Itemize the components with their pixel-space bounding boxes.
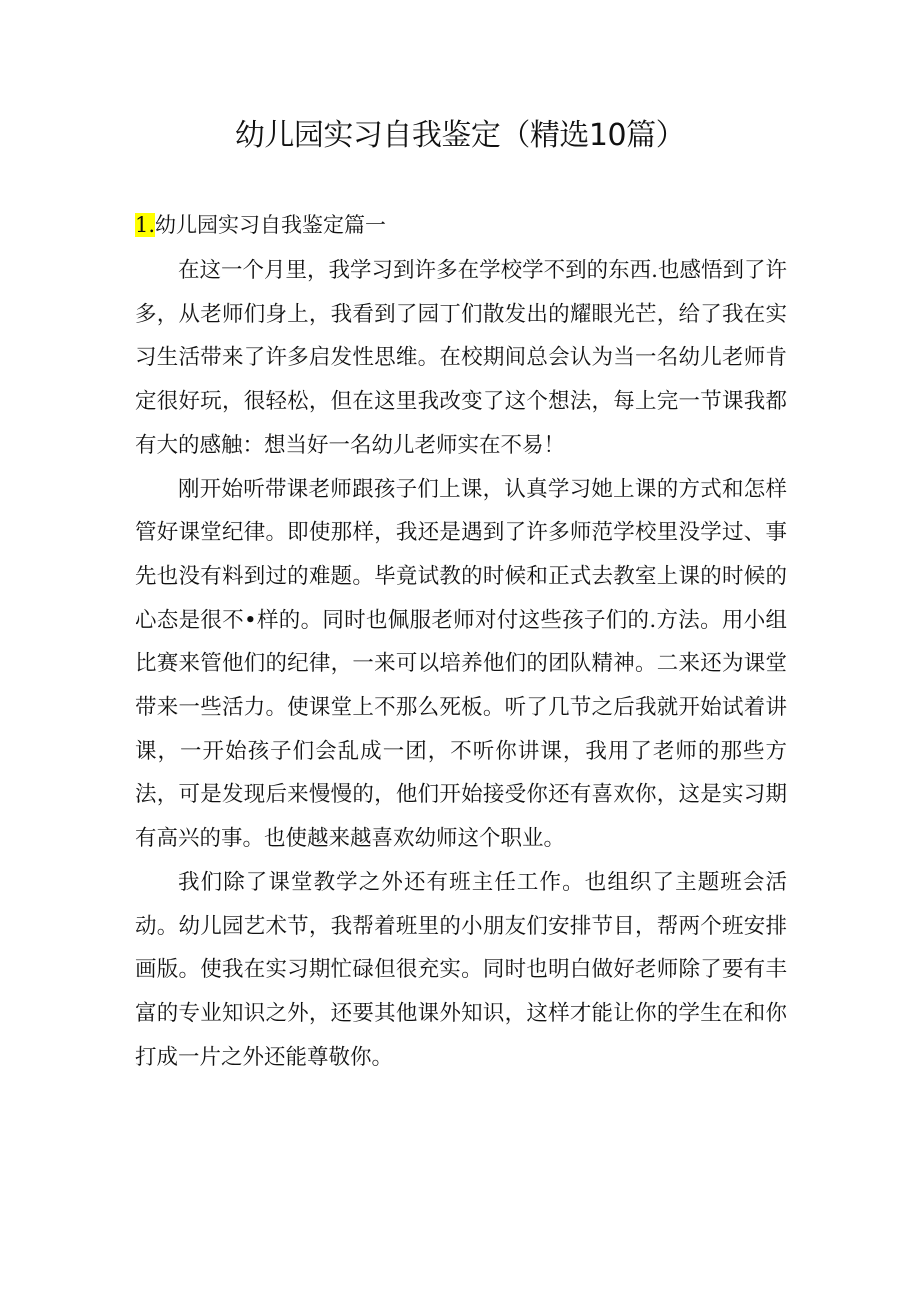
section-number-highlight: 1.: [135, 213, 156, 237]
paragraph-2: 刚开始听带课老师跟孩子们上课，认真学习她上课的方式和怎样管好课堂纪律。即使那样，我还是遇到了许多师范学校里没学过、事先也没有料到过的难题。毕竟试教的时候和正式去教室上课的时候的心态是很不•样的。同时也佩服老师对付这些孩子们的.方法。用小组比赛来管他们的纪律，一来可以培养他们的团队精神。二来还为课堂带来一些活力。使课堂上不那么死板。听了几节之后我就开始试着讲课，一开始孩子们会乱成一团，不听你讲课，我用了老师的那些方法，可是发现后来慢慢的，他们开始接受你还有喜欢你，这是实习期有高兴的事。也使越来越喜欢幼师这个职业。: [135, 476, 787, 852]
paragraph-3: 我们除了课堂教学之外还有班主任工作。也组织了主题班会活动。幼儿园艺术节，我帮着班里的小朋友们安排节目，帮两个班安排画版。使我在实习期忙碌但很充实。同时也明白做好老师除了要有丰富的专业知识之外，还要其他课外知识，这样才能让你的学生在和你打成一片之外还能尊敬你。: [135, 869, 787, 1070]
section-heading-text: 幼儿园实习自我鉴定篇一: [155, 213, 387, 237]
body-text: [135, 249, 787, 1079]
paragraph-1: 在这一个月里，我学习到许多在学校学不到的东西.也感悟到了许多，从老师们身上，我看到了园丁们散发出的耀眼光芒，给了我在实习生活带来了许多启发性思维。在校期间总会认为当一名幼儿老师肯定很好玩，很轻松，但在这里我改变了这个想法，每上完一节课我都有大的感触：想当好一名幼儿老师实在不易！: [135, 258, 787, 458]
document-title: 幼儿园实习自我鉴定（精选10篇）: [234, 118, 686, 153]
section-heading: [135, 205, 386, 245]
